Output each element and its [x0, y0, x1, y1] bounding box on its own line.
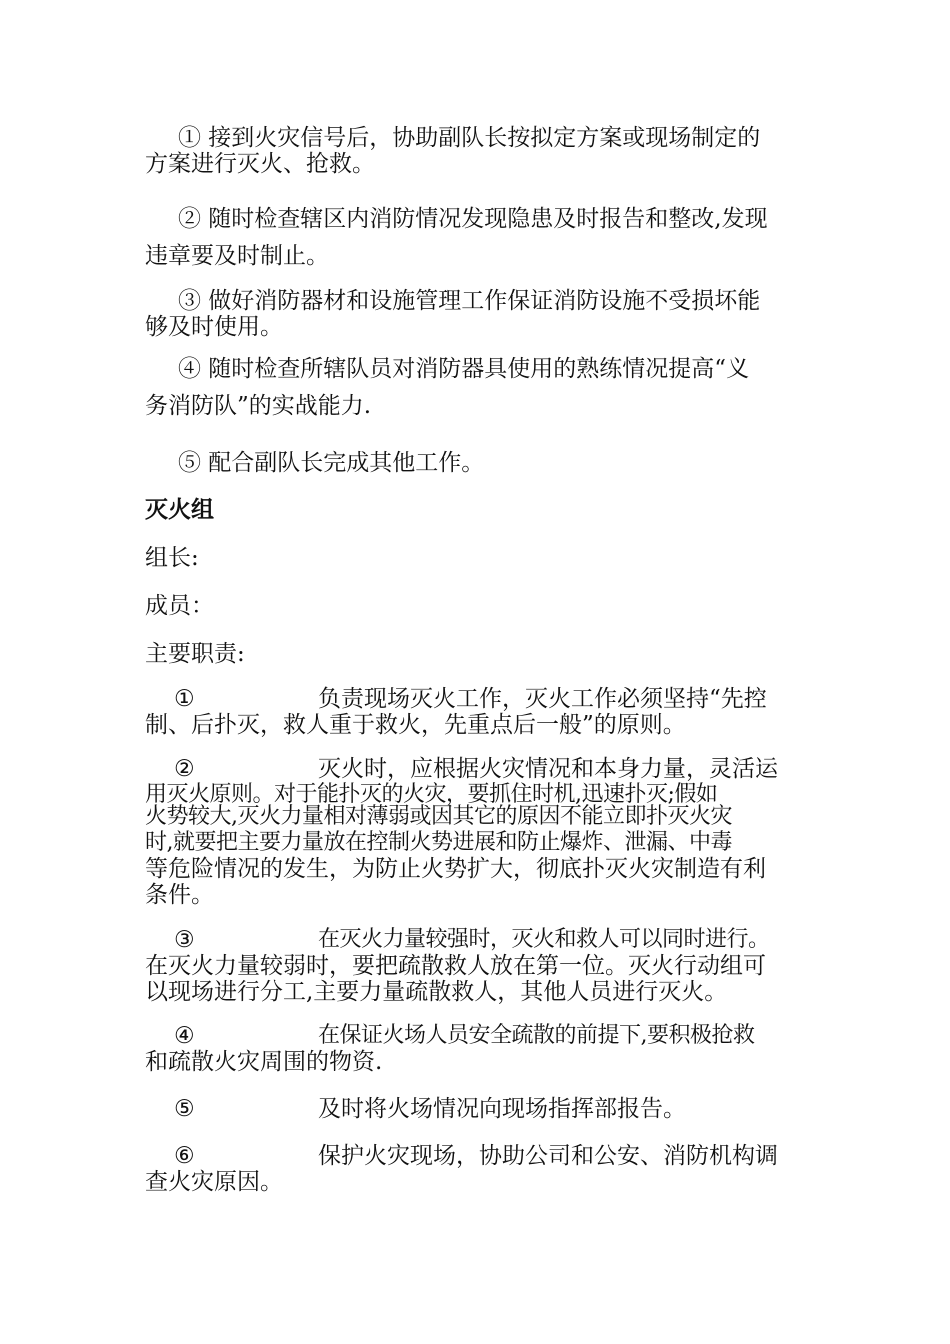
duty-4-line-1: 在保证火场人员安全疏散的前提下,要积极抢救 — [318, 1023, 755, 1048]
top-item-1-line-1: ① 接到火灾信号后，协助副队长按拟定方案或现场制定的 — [178, 125, 761, 151]
duty-6-number: ⑥ — [174, 1143, 195, 1169]
section-title: 灭火组 — [145, 496, 214, 523]
top-item-3-line-2: 够及时使用。 — [145, 314, 283, 340]
duty-3-number: ③ — [174, 927, 195, 953]
duty-1-line-2: 制、后扑灭，救人重于救火，先重点后一般”的原则。 — [145, 712, 686, 738]
top-item-2-line-2: 违章要及时制止。 — [145, 243, 329, 269]
duty-5-number: ⑤ — [174, 1096, 195, 1122]
members-label: 成员： — [145, 593, 214, 619]
duty-3-line-1: 在灭火力量较强时，灭火和救人可以同时进行。 — [318, 927, 770, 952]
duty-1-number: ① — [174, 686, 195, 712]
duty-4-line-2: 和疏散火灾周围的物资. — [145, 1049, 383, 1075]
duty-2-line-1: 灭火时，应根据火灾情况和本身力量，灵活运 — [318, 756, 778, 782]
duty-3-line-2: 在灭火力量较弱时，要把疏散救人放在第一位。灭火行动组可 — [145, 953, 766, 979]
duty-2-line-5: 等危险情况的发生，为防止火势扩大，彻底扑灭火灾制造有利 — [145, 856, 766, 882]
top-item-5-line-1: ⑤ 配合副队长完成其他工作。 — [178, 450, 485, 476]
duty-4-number: ④ — [174, 1023, 195, 1049]
duty-2-line-6: 条件。 — [145, 882, 214, 908]
top-item-4-line-2: 务消防队”的实战能力. — [145, 393, 372, 419]
duty-2-line-4: 时,就要把主要力量放在控制火势进展和防止爆炸、泄漏、中毒 — [145, 830, 732, 855]
duty-2-number: ② — [174, 756, 195, 782]
top-item-1-line-2: 方案进行灭火、抢救。 — [145, 151, 375, 177]
duty-2-line-3: 火势较大,灭火力量相对薄弱或因其它的原因不能立即扑灭火灾 — [145, 804, 732, 829]
duty-2-line-2: 用灭火原则。对于能扑灭的火灾，要抓住时机,迅速扑灭;假如 — [145, 782, 718, 807]
top-item-3-line-1: ③ 做好消防器材和设施管理工作保证消防设施不受损坏能 — [178, 288, 761, 314]
top-item-4-line-1: ④ 随时检查所辖队员对消防器具使用的熟练情况提高“义 — [178, 356, 750, 382]
duty-3-line-3: 以现场进行分工,主要力量疏散救人，其他人员进行灭火。 — [145, 979, 728, 1005]
top-item-2-line-1: ② 随时检查辖区内消防情况发现隐患及时报告和整改,发现 — [178, 206, 768, 232]
duty-5-line-1: 及时将火场情况向现场指挥部报告。 — [318, 1096, 686, 1122]
leader-label: 组长: — [145, 545, 199, 571]
duty-6-line-2: 查火灾原因。 — [145, 1169, 283, 1195]
duty-6-line-1: 保护火灾现场，协助公司和公安、消防机构调 — [318, 1143, 778, 1169]
duties-label: 主要职责: — [145, 641, 245, 667]
duty-1-line-1: 负责现场灭火工作，灭火工作必须坚持“先控 — [318, 686, 767, 712]
